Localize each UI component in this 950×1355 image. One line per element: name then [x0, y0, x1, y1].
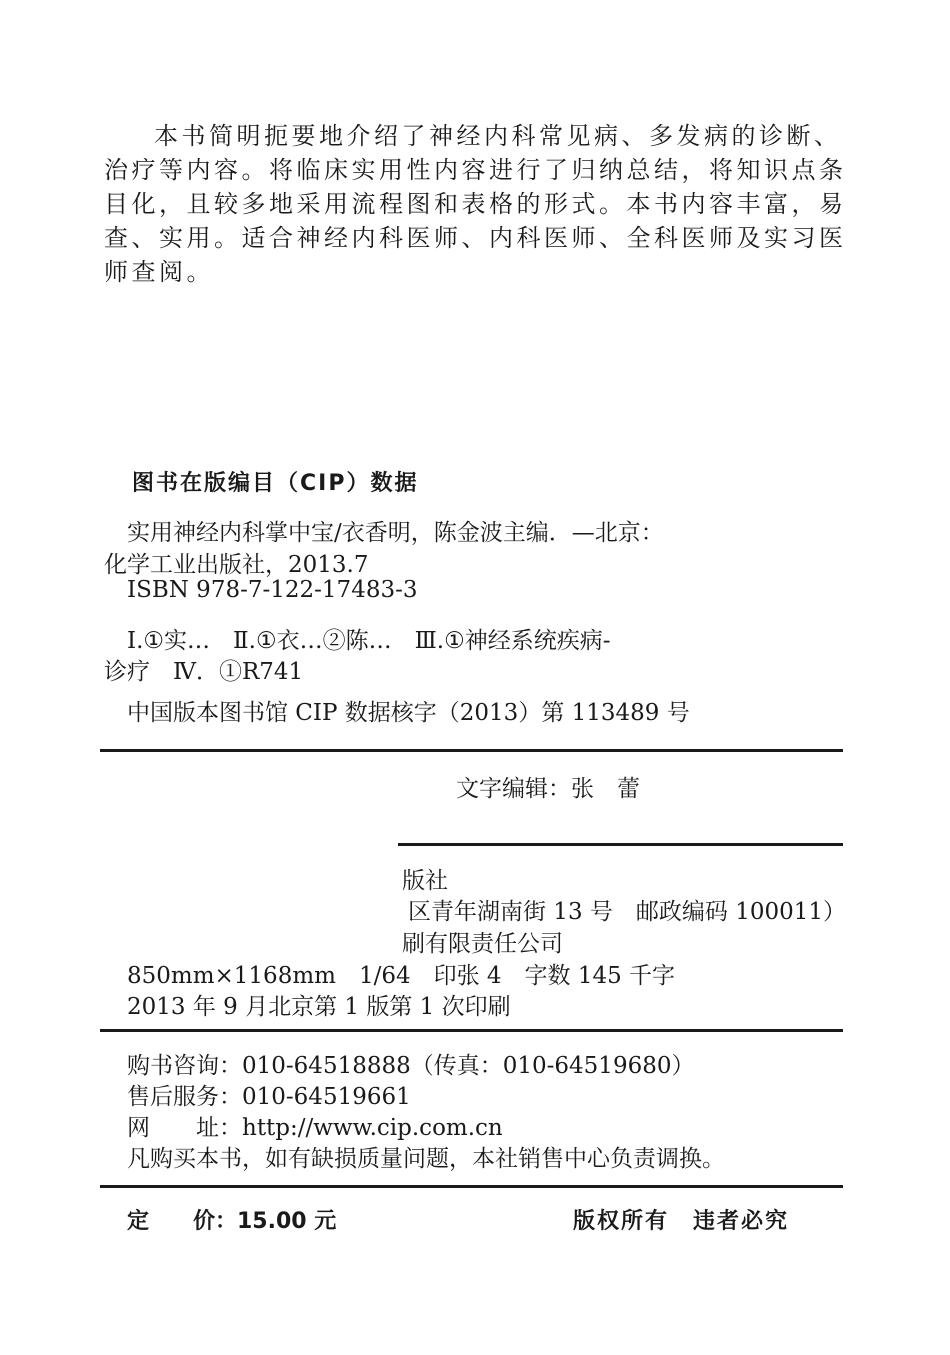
divider-2 — [398, 843, 843, 846]
copyright-notice: 版权所有 违者必究 — [573, 1209, 790, 1234]
cip-class-line-1: Ⅰ.①实… Ⅱ.①衣…②陈… Ⅲ.①神经系统疾病- — [127, 628, 611, 654]
summary-line-5: 师查阅。 — [104, 258, 214, 286]
summary-line-1: 本书简明扼要地介绍了神经内科常见病、多发病的诊断、 — [154, 122, 842, 150]
divider-1 — [100, 749, 843, 752]
divider-3 — [100, 1029, 843, 1032]
cip-title-line-1: 实用神经内科掌中宝/衣香明，陈金波主编．—北京： — [127, 520, 664, 546]
publisher-line-2: 区青年湖南街 13 号 邮政编码 100011） — [408, 899, 846, 925]
summary-line-3: 目化，且较多地采用流程图和表格的形式。本书内容丰富，易 — [104, 190, 847, 218]
text-editor: 文字编辑：张 蕾 — [456, 776, 640, 802]
book-format: 850mm×1168mm 1/64 印张 4 字数 145 千字 — [127, 963, 676, 989]
publisher-line-3: 刷有限责任公司 — [402, 931, 563, 957]
summary-line-2: 治疗等内容。将临床实用性内容进行了归纳总结，将知识点条 — [104, 156, 847, 184]
cip-heading: 图书在版编目（CIP）数据 — [132, 471, 419, 496]
purchase-hotline: 购书咨询：010-64518888（传真：010-64519680） — [127, 1053, 695, 1079]
after-sales-service: 售后服务：010-64519661 — [127, 1084, 411, 1110]
book-edition: 2013 年 9 月北京第 1 版第 1 次印刷 — [127, 994, 511, 1020]
publisher-line-1: 版社 — [402, 868, 448, 894]
cip-isbn: ISBN 978-7-122-17483-3 — [127, 577, 418, 603]
website: 网 址：http://www.cip.com.cn — [127, 1115, 503, 1141]
summary-line-4: 查、实用。适合神经内科医师、内科医师、全科医师及实习医 — [104, 224, 847, 252]
cip-class-line-2: 诊疗 Ⅳ．①R741 — [104, 659, 304, 685]
cip-title-line-2: 化学工业出版社，2013.7 — [104, 552, 369, 578]
price: 定 价：15.00 元 — [127, 1209, 337, 1234]
return-notice: 凡购买本书，如有缺损质量问题，本社销售中心负责调换。 — [127, 1146, 725, 1172]
divider-4 — [100, 1185, 843, 1188]
cip-number: 中国版本图书馆 CIP 数据核字（2013）第 113489 号 — [127, 700, 690, 726]
